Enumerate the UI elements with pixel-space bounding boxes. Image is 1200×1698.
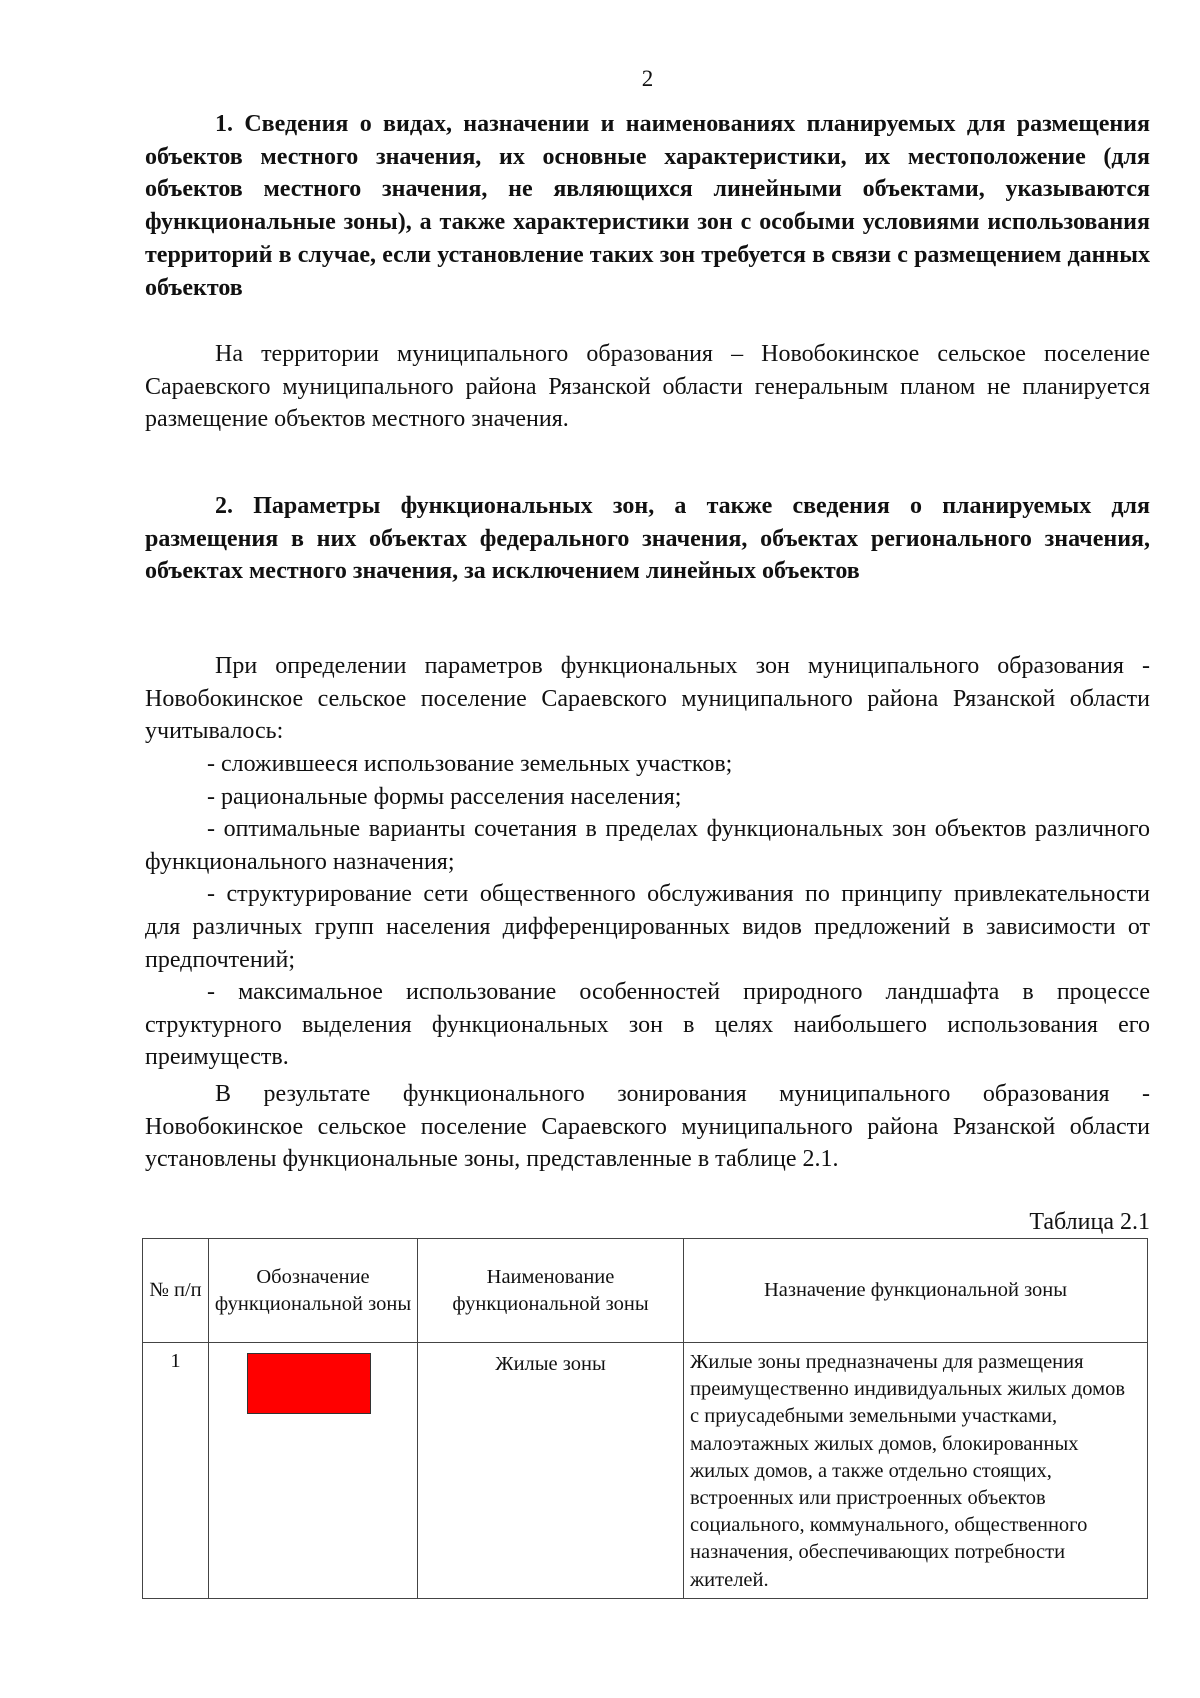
section-2-result: В результате функционального зонирования муниципального образования - Новобокинское сельское поселение Сараевского муниципального района Рязанской области установлены функциональные зоны, представленные в таблице 2.1. <box>145 1081 1150 1172</box>
list-item: - структурирование сети общественного обслуживания по принципу привлекательности для различных групп населения дифференцированных видов предложений в зависимости от предпочтений; <box>145 881 1150 973</box>
section-2-heading: 2. Параметры функциональных зон, а также сведения о планируемых для размещения в них объектах федерального значения, объектах регионального значения, объектах местного значения, за исключением линейных объектов <box>145 493 1150 585</box>
list-item: - рациональные формы расселения населения; <box>207 783 682 810</box>
functional-zones-table <box>142 1238 1148 1599</box>
table-caption: Таблица 2.1 <box>1029 1209 1150 1235</box>
row-purpose: Жилые зоны предназначены для размещения преимущественно индивидуальных жилых домов с приусадебными земельными участками, малоэтажных жилых домов, блокированных жилых домов, а также отдельно стоящих, встроенных или пристроенных объектов социального, коммунального, общественного назначения, обеспечивающих потребности жителей. <box>684 1343 1148 1599</box>
criteria-list <box>145 748 1150 1074</box>
header-symbol: Обозначение функциональной зоны <box>209 1239 418 1343</box>
header-purpose: Назначение функциональной зоны <box>684 1239 1148 1343</box>
header-num: № п/п <box>143 1239 209 1343</box>
header-name: Наименование функциональной зоны <box>418 1239 684 1343</box>
list-item: - сложившееся использование земельных участков; <box>207 751 733 777</box>
table-header-row <box>143 1239 1148 1343</box>
page-number: 2 <box>641 66 654 91</box>
section-1-heading: 1. Сведения о видах, назначении и наименованиях планируемых для размещения объектов местного значения, их основные характеристики, их местоположение (для объектов местного значения, не являющихся линейными объектами, указываются функциональные зоны), а также характеристики зон с особыми условиями использования территорий в случае, если установление таких зон требуется в связи с размещением данных объектов <box>145 111 1150 301</box>
list-item: - максимальное использование особенностей природного ландшафта в процессе структурного выделения функциональных зон в целях наибольшего использования его преимуществ. <box>145 979 1150 1071</box>
list-item: - оптимальные варианты сочетания в пределах функциональных зон объектов различного функционального назначения; <box>145 816 1150 875</box>
row-num: 1 <box>143 1343 209 1599</box>
zone-color-swatch <box>247 1353 371 1414</box>
row-symbol <box>209 1343 418 1599</box>
table-row <box>143 1343 1148 1599</box>
section-2-intro: При определении параметров функциональных зон муниципального образования - Новобокинское сельское поселение Сараевского муниципального района Рязанской области учитывалось: <box>145 653 1150 744</box>
section-1-paragraph: На территории муниципального образования – Новобокинское сельское поселение Сараевского муниципального района Рязанской области генеральным планом не планируется размещение объектов местного значения. <box>145 341 1150 432</box>
row-name: Жилые зоны <box>418 1343 684 1599</box>
